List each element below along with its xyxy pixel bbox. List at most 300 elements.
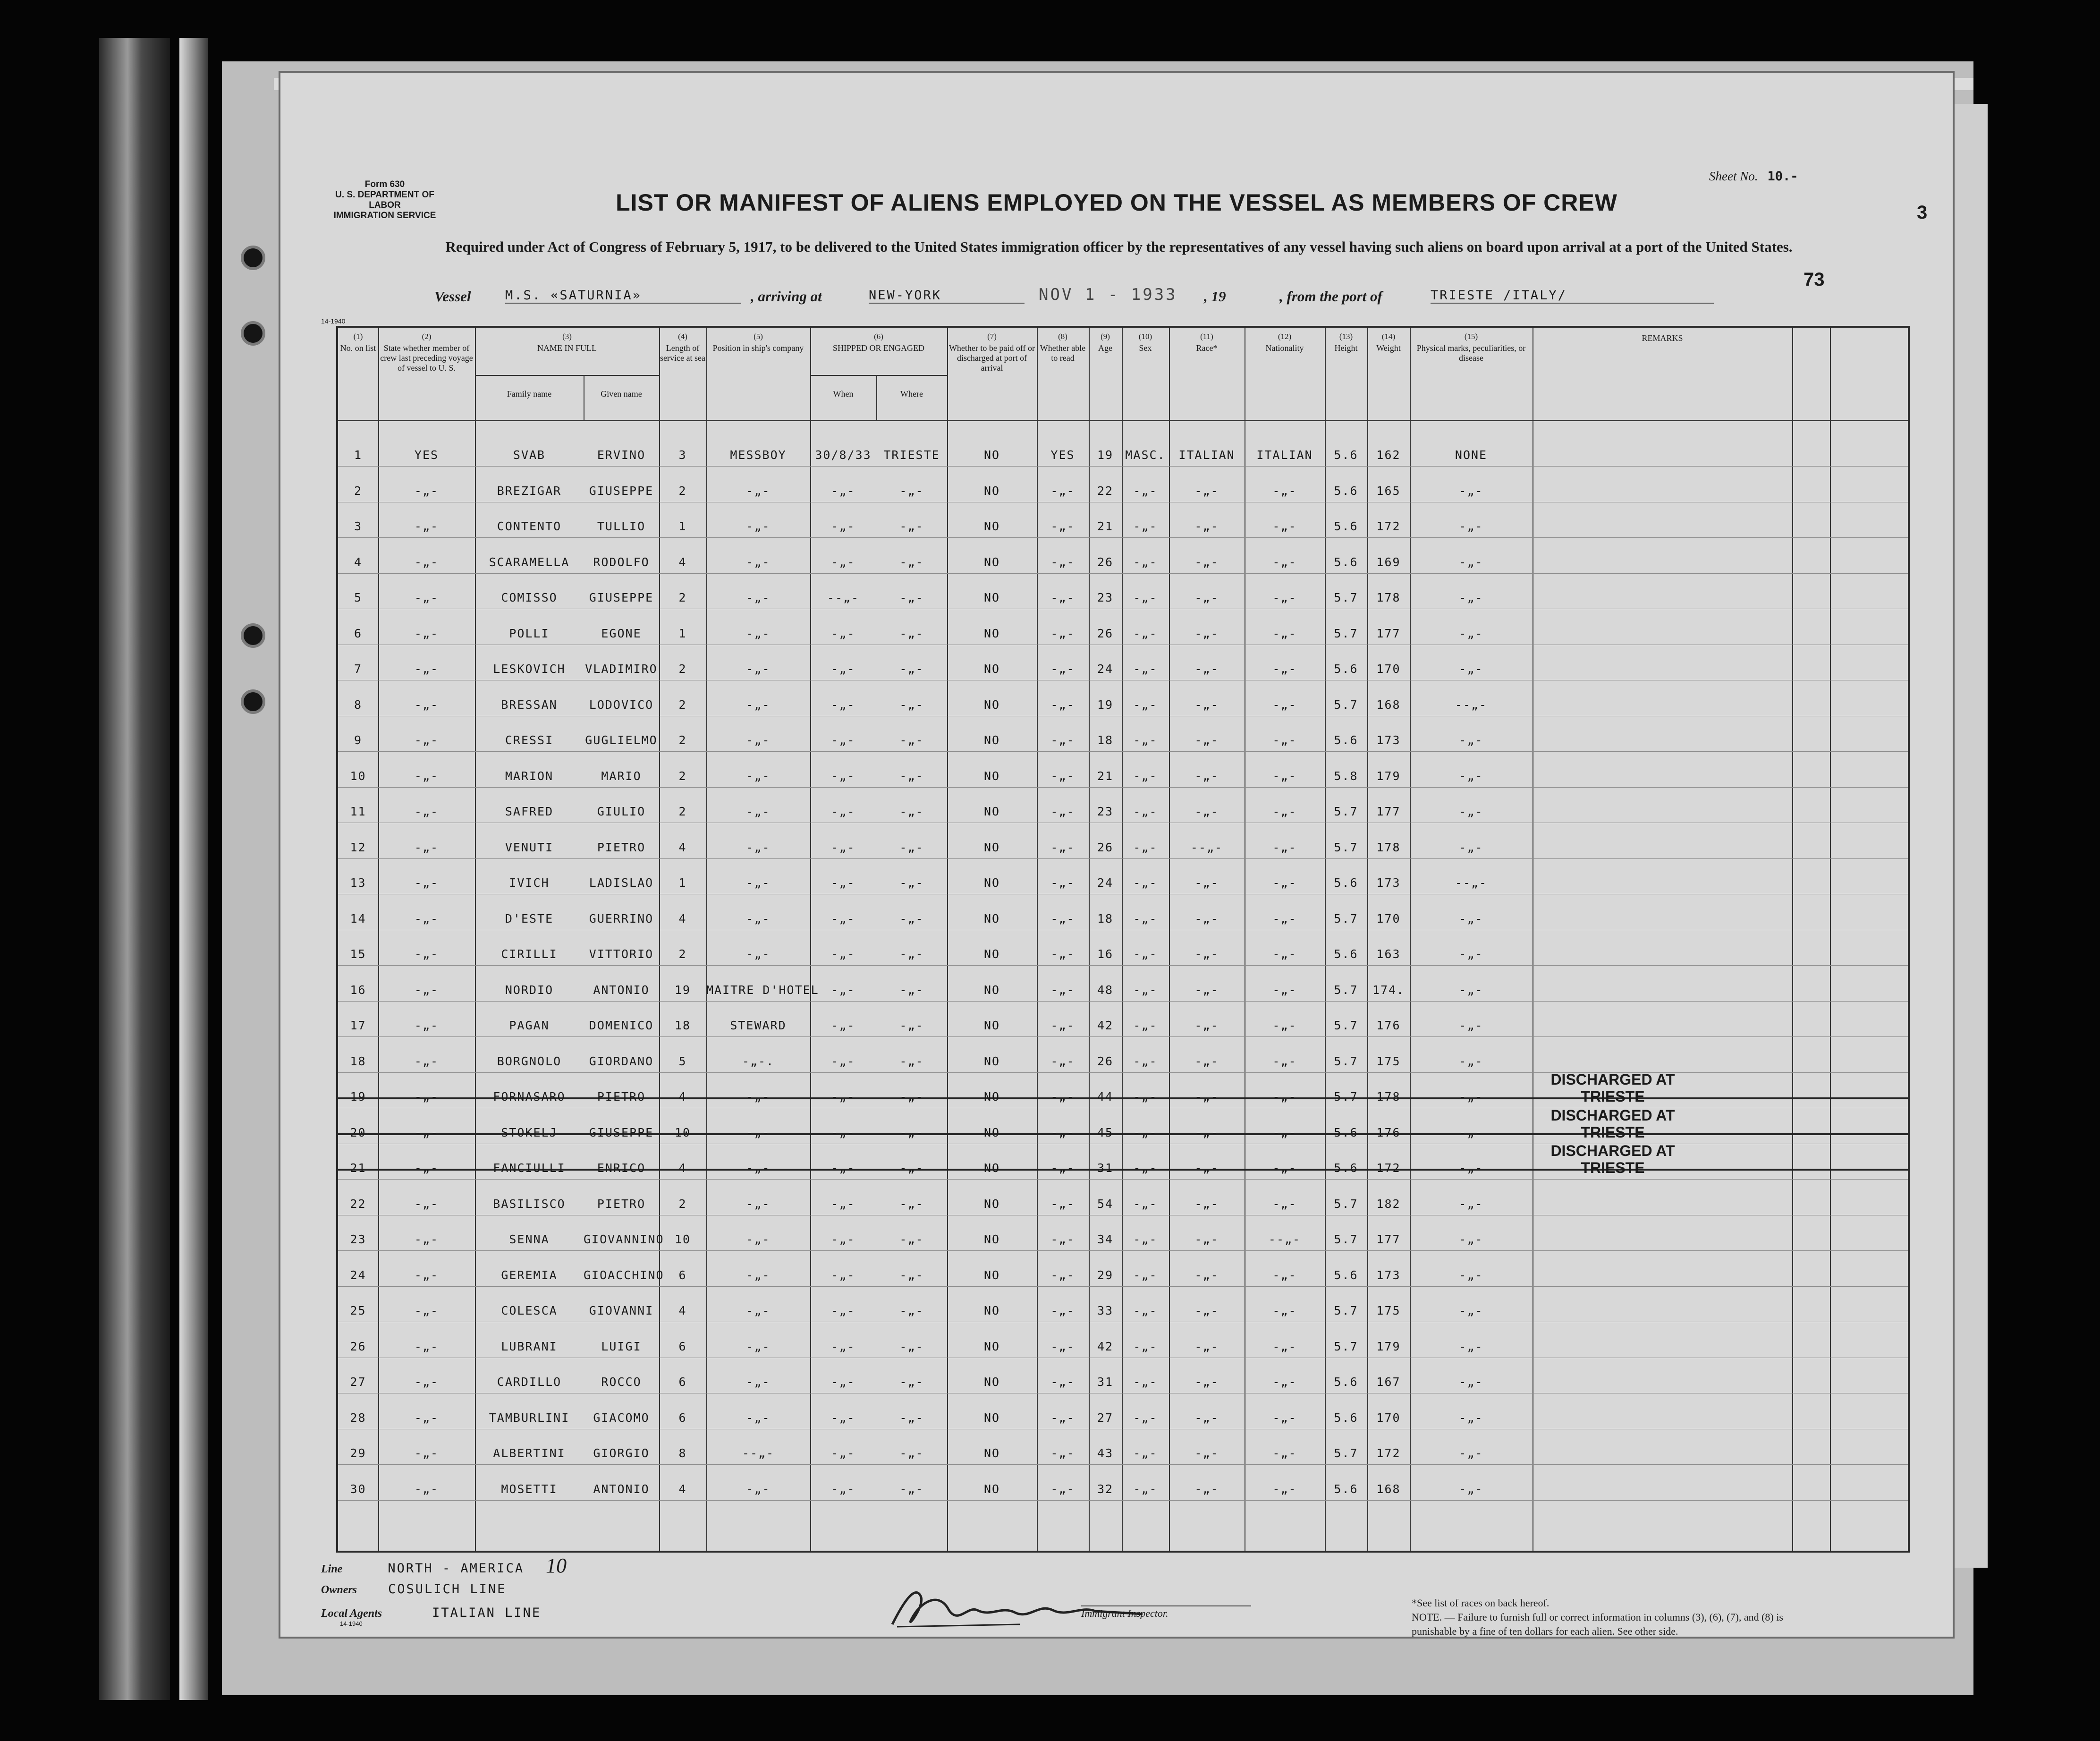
cell-race: -„- xyxy=(1194,1410,1219,1425)
cell-read: -„- xyxy=(1050,555,1075,569)
cell-weight: 179 xyxy=(1376,769,1401,783)
table-row xyxy=(338,1054,1908,1070)
cell-given: ENRICO xyxy=(597,1161,646,1175)
cell-race: ITALIAN xyxy=(1178,448,1235,462)
row-rule xyxy=(338,965,1908,966)
cell-where: -„- xyxy=(899,911,924,926)
cell-where: -„- xyxy=(899,697,924,712)
cell-race: -„- xyxy=(1194,555,1219,569)
cell-age: 42 xyxy=(1097,1019,1114,1032)
punch-hole xyxy=(241,623,265,648)
row-rule xyxy=(338,466,1908,467)
agents-form-code: 14-1940 xyxy=(340,1620,363,1627)
cell-prev: -„- xyxy=(414,1232,439,1246)
cell-height: 5.7 xyxy=(1334,1054,1358,1068)
cell-read: -„- xyxy=(1050,733,1075,747)
cell-no: 11 xyxy=(350,805,366,818)
cell-race: --„- xyxy=(1190,840,1223,854)
punch-hole xyxy=(241,246,265,270)
cell-given: ANTONIO xyxy=(593,1482,650,1496)
cell-height: 5.6 xyxy=(1334,484,1358,498)
cell-race: -„- xyxy=(1194,1375,1219,1389)
cell-weight: 177 xyxy=(1376,1232,1401,1246)
cell-marks: --„- xyxy=(1455,697,1488,712)
cell-where: -„- xyxy=(899,1232,924,1246)
cell-nat: -„- xyxy=(1272,805,1297,818)
cell-given: PIETRO xyxy=(597,1197,646,1211)
cell-nat: -„- xyxy=(1272,484,1297,498)
cell-paid: NO xyxy=(983,484,1000,498)
cell-where: -„- xyxy=(899,1410,924,1425)
cell-age: 18 xyxy=(1097,733,1114,747)
cell-weight: 182 xyxy=(1376,1197,1401,1211)
cell-weight: 167 xyxy=(1376,1375,1401,1389)
owners-value: COSULICH LINE xyxy=(388,1582,507,1597)
cell-no: 7 xyxy=(354,662,363,676)
inspector-label: Immigrant Inspector. xyxy=(1081,1605,1251,1620)
cell-sex: -„- xyxy=(1133,1410,1158,1425)
cell-prev: -„- xyxy=(414,626,439,640)
cell-age: 26 xyxy=(1097,840,1114,854)
cell-service: 18 xyxy=(674,1019,691,1032)
sub-header: Family name xyxy=(507,389,552,399)
cell-sex: -„- xyxy=(1133,1197,1158,1211)
column-title: SHIPPED OR ENGAGED xyxy=(832,343,924,353)
cell-no: 5 xyxy=(354,591,363,604)
cell-sex: -„- xyxy=(1133,484,1158,498)
cell-service: 4 xyxy=(678,1304,687,1317)
cell-read: -„- xyxy=(1050,840,1075,854)
column-header xyxy=(1533,331,1792,343)
cell-marks: -„- xyxy=(1459,1482,1483,1496)
column-number: (7) xyxy=(987,332,997,341)
cell-when: -„- xyxy=(831,1482,855,1496)
cell-family: MOSETTI xyxy=(501,1482,558,1496)
cell-prev: -„- xyxy=(414,1019,439,1032)
cell-family: BRESSAN xyxy=(501,697,558,712)
cell-read: YES xyxy=(1050,448,1075,462)
column-number: (3) xyxy=(562,332,572,341)
cell-nat: -„- xyxy=(1272,1482,1297,1496)
cell-paid: NO xyxy=(983,1161,1000,1175)
year-label: , 19 xyxy=(1204,288,1226,305)
cell-read: -„- xyxy=(1050,1125,1075,1139)
cell-position: -„- xyxy=(746,1304,771,1317)
cell-no: 10 xyxy=(350,769,366,783)
cell-age: 27 xyxy=(1097,1410,1114,1425)
cell-prev: -„- xyxy=(414,484,439,498)
cell-no: 19 xyxy=(350,1090,366,1104)
column-header xyxy=(338,331,378,353)
cell-position: -„- xyxy=(746,1232,771,1246)
cell-marks: -„- xyxy=(1459,1232,1483,1246)
cell-where: -„- xyxy=(899,626,924,640)
cell-where: -„- xyxy=(899,1054,924,1068)
column-header xyxy=(706,331,810,353)
cell-marks: -„- xyxy=(1459,484,1483,498)
cell-age: 23 xyxy=(1097,591,1114,604)
cell-height: 5.7 xyxy=(1334,805,1358,818)
cell-when: -„- xyxy=(831,1125,855,1139)
cell-read: -„- xyxy=(1050,1054,1075,1068)
cell-family: FORNASARO xyxy=(493,1090,566,1104)
cell-nat: --„- xyxy=(1268,1232,1301,1246)
column-title: Age xyxy=(1098,343,1112,353)
cell-service: 2 xyxy=(678,733,687,747)
cell-prev: -„- xyxy=(414,1197,439,1211)
cell-where: -„- xyxy=(899,769,924,783)
cell-sex: -„- xyxy=(1133,591,1158,604)
cell-no: 15 xyxy=(350,947,366,961)
cell-race: -„- xyxy=(1194,983,1219,997)
cell-family: ALBERTINI xyxy=(493,1446,566,1460)
cell-position: -„- xyxy=(746,1197,771,1211)
cell-given: GIUSEPPE xyxy=(589,1125,654,1139)
cell-prev: -„- xyxy=(414,911,439,926)
cell-no: 17 xyxy=(350,1019,366,1032)
cell-sex: -„- xyxy=(1133,1446,1158,1460)
column-title: Nationality xyxy=(1265,343,1304,353)
cell-prev: -„- xyxy=(414,1268,439,1282)
cell-marks: -„- xyxy=(1459,983,1483,997)
cell-race: -„- xyxy=(1194,1125,1219,1139)
cell-paid: NO xyxy=(983,1375,1000,1389)
cell-paid: NO xyxy=(983,1446,1000,1460)
cell-when: -„- xyxy=(831,769,855,783)
cell-family: PAGAN xyxy=(509,1019,550,1032)
cell-when: -„- xyxy=(831,947,855,961)
cell-weight: 177 xyxy=(1376,626,1401,640)
column-header xyxy=(1169,331,1245,353)
cell-paid: NO xyxy=(983,805,1000,818)
cell-race: -„- xyxy=(1194,1090,1219,1104)
header-subdivider xyxy=(810,375,947,376)
arrival-port: NEW-YORK xyxy=(869,288,1025,304)
cell-family: STOKELJ xyxy=(501,1125,558,1139)
cell-where: -„- xyxy=(899,1446,924,1460)
cell-nat: -„- xyxy=(1272,1410,1297,1425)
margin-note: 73 xyxy=(1804,269,1825,290)
cell-family: BASILISCO xyxy=(493,1197,566,1211)
cell-where: -„- xyxy=(899,876,924,890)
cell-given: GIORDANO xyxy=(589,1054,654,1068)
cell-read: -„- xyxy=(1050,1446,1075,1460)
cell-weight: 178 xyxy=(1376,1090,1401,1104)
cell-marks: -„- xyxy=(1459,519,1483,533)
cell-given: GUERRINO xyxy=(589,911,654,926)
cell-given: GIOACCHINO xyxy=(584,1268,664,1282)
cell-paid: NO xyxy=(983,1197,1000,1211)
column-number: (15) xyxy=(1464,332,1478,341)
cell-position: -„- xyxy=(746,947,771,961)
cell-position: -„- xyxy=(746,1161,771,1175)
cell-read: -„- xyxy=(1050,626,1075,640)
line-handwritten-note: 10 xyxy=(546,1554,567,1577)
cell-service: 4 xyxy=(678,1161,687,1175)
column-number: (4) xyxy=(678,332,687,341)
cell-when: --„- xyxy=(827,591,860,604)
column-title: Whether able to read xyxy=(1040,343,1086,363)
cell-height: 5.7 xyxy=(1334,1019,1358,1032)
punch-hole xyxy=(241,321,265,346)
cell-when: -„- xyxy=(831,1410,855,1425)
cell-position: -„- xyxy=(746,1268,771,1282)
footer-line xyxy=(321,1554,567,1578)
cell-race: -„- xyxy=(1194,519,1219,533)
column-title: Race* xyxy=(1196,343,1218,353)
cell-when: -„- xyxy=(831,1268,855,1282)
penalty-note: NOTE. — Failure to furnish full or correct information in columns (3), (6), (7), and (8) is punishable by a fine of ten dollars for each alien. See other side. xyxy=(1412,1611,1783,1637)
cell-family: COLESCA xyxy=(501,1304,558,1317)
cell-marks: -„- xyxy=(1459,840,1483,854)
table-row xyxy=(338,1197,1908,1213)
cell-position: -„- xyxy=(746,1375,771,1389)
table-row xyxy=(338,769,1908,785)
table-row xyxy=(338,947,1908,963)
column-header xyxy=(1037,331,1089,363)
cell-given: MARIO xyxy=(601,769,642,783)
cell-position: -„- xyxy=(746,911,771,926)
row-rule xyxy=(338,751,1908,752)
cell-read: -„- xyxy=(1050,805,1075,818)
cell-position: -„- xyxy=(746,1125,771,1139)
cell-given: GUGLIELMO xyxy=(585,733,658,747)
cell-sex: -„- xyxy=(1133,1339,1158,1353)
cell-paid: NO xyxy=(983,911,1000,926)
column-number: (9) xyxy=(1101,332,1110,341)
cell-weight: 172 xyxy=(1376,1446,1401,1460)
cell-age: 21 xyxy=(1097,769,1114,783)
cell-paid: NO xyxy=(983,1232,1000,1246)
cell-position: -„- xyxy=(746,1482,771,1496)
cell-height: 5.7 xyxy=(1334,697,1358,712)
cell-family: TAMBURLINI xyxy=(489,1410,570,1425)
cell-service: 19 xyxy=(674,983,691,997)
cell-paid: NO xyxy=(983,876,1000,890)
cell-marks: -„- xyxy=(1459,1019,1483,1032)
cell-race: -„- xyxy=(1194,1268,1219,1282)
line-label: Line xyxy=(321,1563,343,1575)
cell-service: 2 xyxy=(678,662,687,676)
column-header xyxy=(1325,331,1367,353)
cell-prev: -„- xyxy=(414,1125,439,1139)
cell-paid: NO xyxy=(983,626,1000,640)
cell-height: 5.6 xyxy=(1334,1161,1358,1175)
cell-race: -„- xyxy=(1194,697,1219,712)
cell-height: 5.6 xyxy=(1334,947,1358,961)
cell-service: 2 xyxy=(678,484,687,498)
cell-read: -„- xyxy=(1050,947,1075,961)
cell-where: -„- xyxy=(899,1090,924,1104)
cell-height: 5.7 xyxy=(1334,1339,1358,1353)
vessel-name: M.S. «SATURNIA» xyxy=(505,288,741,304)
cell-sex: -„- xyxy=(1133,840,1158,854)
cell-where: -„- xyxy=(899,519,924,533)
cell-position: -„- xyxy=(746,876,771,890)
cell-age: 19 xyxy=(1097,448,1114,462)
cell-paid: NO xyxy=(983,519,1000,533)
cell-family: BREZIGAR xyxy=(497,484,562,498)
header-divider xyxy=(338,420,1908,421)
cell-position: -„- xyxy=(746,591,771,604)
column-title: Whether to be paid off or discharged at port of arrival xyxy=(948,343,1035,373)
cell-service: 4 xyxy=(678,1482,687,1496)
cell-position: MAITRE D'HOTEL xyxy=(706,983,819,997)
cell-marks: -„- xyxy=(1459,1339,1483,1353)
cell-service: 4 xyxy=(678,1090,687,1104)
cell-when: -„- xyxy=(831,1375,855,1389)
cell-sex: -„- xyxy=(1133,1054,1158,1068)
cell-age: 18 xyxy=(1097,911,1114,926)
cell-position: STEWARD xyxy=(730,1019,787,1032)
cell-service: 10 xyxy=(674,1232,691,1246)
cell-race: -„- xyxy=(1194,484,1219,498)
cell-prev: -„- xyxy=(414,769,439,783)
cell-when: -„- xyxy=(831,555,855,569)
cell-read: -„- xyxy=(1050,1482,1075,1496)
line-value: NORTH - AMERICA xyxy=(388,1561,525,1576)
sheet-value: 10.- xyxy=(1767,169,1798,184)
cell-where: -„- xyxy=(899,555,924,569)
cell-height: 5.7 xyxy=(1334,983,1358,997)
binder-edge xyxy=(99,38,170,1700)
footer-agents xyxy=(321,1605,541,1627)
cell-age: 24 xyxy=(1097,876,1114,890)
cell-height: 5.6 xyxy=(1334,519,1358,533)
cell-service: 6 xyxy=(678,1410,687,1425)
cell-position: -„- xyxy=(746,484,771,498)
row-rule xyxy=(338,573,1908,574)
cell-where: -„- xyxy=(899,591,924,604)
table-row xyxy=(338,1019,1908,1035)
cell-paid: NO xyxy=(983,1339,1000,1353)
cell-when: -„- xyxy=(831,519,855,533)
sheet-label: Sheet No. xyxy=(1709,169,1758,183)
cell-paid: NO xyxy=(983,1268,1000,1282)
cell-height: 5.6 xyxy=(1334,1410,1358,1425)
cell-prev: -„- xyxy=(414,876,439,890)
cell-read: -„- xyxy=(1050,484,1075,498)
cell-height: 5.7 xyxy=(1334,1232,1358,1246)
cell-race: -„- xyxy=(1194,1482,1219,1496)
cell-service: 2 xyxy=(678,1197,687,1211)
cell-paid: NO xyxy=(983,983,1000,997)
cell-given: ANTONIO xyxy=(593,983,650,997)
cell-given: GIULIO xyxy=(597,805,646,818)
cell-nat: -„- xyxy=(1272,840,1297,854)
cell-prev: -„- xyxy=(414,1375,439,1389)
cell-no: 4 xyxy=(354,555,363,569)
cell-prev: -„- xyxy=(414,662,439,676)
cell-prev: -„- xyxy=(414,591,439,604)
margin-note: 3 xyxy=(1917,202,1928,223)
footnote xyxy=(1412,1596,1827,1639)
cell-service: 4 xyxy=(678,555,687,569)
cell-paid: NO xyxy=(983,1482,1000,1496)
cell-given: LODOVICO xyxy=(589,697,654,712)
cell-position: -„- xyxy=(746,733,771,747)
cell-when: -„- xyxy=(831,1161,855,1175)
cell-position: -„- xyxy=(746,1090,771,1104)
cell-no: 8 xyxy=(354,697,363,712)
cell-paid: NO xyxy=(983,733,1000,747)
cell-age: 54 xyxy=(1097,1197,1114,1211)
cell-sex: -„- xyxy=(1133,876,1158,890)
cell-no: 27 xyxy=(350,1375,366,1389)
cell-given: GIORGIO xyxy=(593,1446,650,1460)
column-rule xyxy=(1325,328,1326,1551)
cell-nat: ITALIAN xyxy=(1256,448,1313,462)
cell-age: 32 xyxy=(1097,1482,1114,1496)
cell-no: 24 xyxy=(350,1268,366,1282)
table-row xyxy=(338,484,1908,500)
cell-height: 5.7 xyxy=(1334,1197,1358,1211)
cell-sex: -„- xyxy=(1133,697,1158,712)
cell-given: PIETRO xyxy=(597,1090,646,1104)
table-row xyxy=(338,1446,1908,1462)
sub-header: Given name xyxy=(601,389,642,399)
cell-race: -„- xyxy=(1194,1232,1219,1246)
cell-service: 2 xyxy=(678,697,687,712)
cell-read: -„- xyxy=(1050,769,1075,783)
owners-label: Owners xyxy=(321,1584,357,1596)
cell-marks: -„- xyxy=(1459,1161,1483,1175)
cell-given: ERVINO xyxy=(597,448,646,462)
cell-family: CARDILLO xyxy=(497,1375,562,1389)
cell-where: -„- xyxy=(899,484,924,498)
form-service: IMMIGRATION SERVICE xyxy=(333,211,436,221)
sub-header: When xyxy=(833,389,854,399)
cell-family: SAFRED xyxy=(505,805,554,818)
cell-height: 5.6 xyxy=(1334,876,1358,890)
cell-position: -„- xyxy=(746,1339,771,1353)
column-number: (13) xyxy=(1339,332,1353,341)
cell-where: -„- xyxy=(899,662,924,676)
cell-height: 5.6 xyxy=(1334,733,1358,747)
footer-owners xyxy=(321,1582,506,1597)
arriving-label: , arriving at xyxy=(751,288,822,305)
column-header xyxy=(810,331,947,353)
cell-sex: -„- xyxy=(1133,555,1158,569)
cell-when: -„- xyxy=(831,1339,855,1353)
cell-weight: 173 xyxy=(1376,876,1401,890)
cell-family: BORGNOLO xyxy=(497,1054,562,1068)
cell-age: 26 xyxy=(1097,1054,1114,1068)
cell-sex: -„- xyxy=(1133,983,1158,997)
cell-when: -„- xyxy=(831,733,855,747)
cell-nat: -„- xyxy=(1272,1268,1297,1282)
row-rule xyxy=(338,1286,1908,1287)
cell-weight: 165 xyxy=(1376,484,1401,498)
column-number: (12) xyxy=(1278,332,1292,341)
cell-where: -„- xyxy=(899,1197,924,1211)
cell-where: -„- xyxy=(899,1268,924,1282)
cell-read: -„- xyxy=(1050,1304,1075,1317)
cell-marks: -„- xyxy=(1459,1446,1483,1460)
row-rule xyxy=(338,1250,1908,1251)
cell-paid: NO xyxy=(983,448,1000,462)
table-row xyxy=(338,627,1908,643)
cell-race: -„- xyxy=(1194,911,1219,926)
column-rule xyxy=(475,328,476,1551)
cell-marks: NONE xyxy=(1455,448,1488,462)
agents-value: ITALIAN LINE xyxy=(432,1605,542,1620)
column-rule xyxy=(659,328,660,1551)
cell-no: 1 xyxy=(354,448,363,462)
column-title: Position in ship's company xyxy=(712,343,804,353)
cell-when: -„- xyxy=(831,1197,855,1211)
page-title: LIST OR MANIFEST OF ALIENS EMPLOYED ON THE VESSEL AS MEMBERS OF CREW xyxy=(616,189,1617,216)
